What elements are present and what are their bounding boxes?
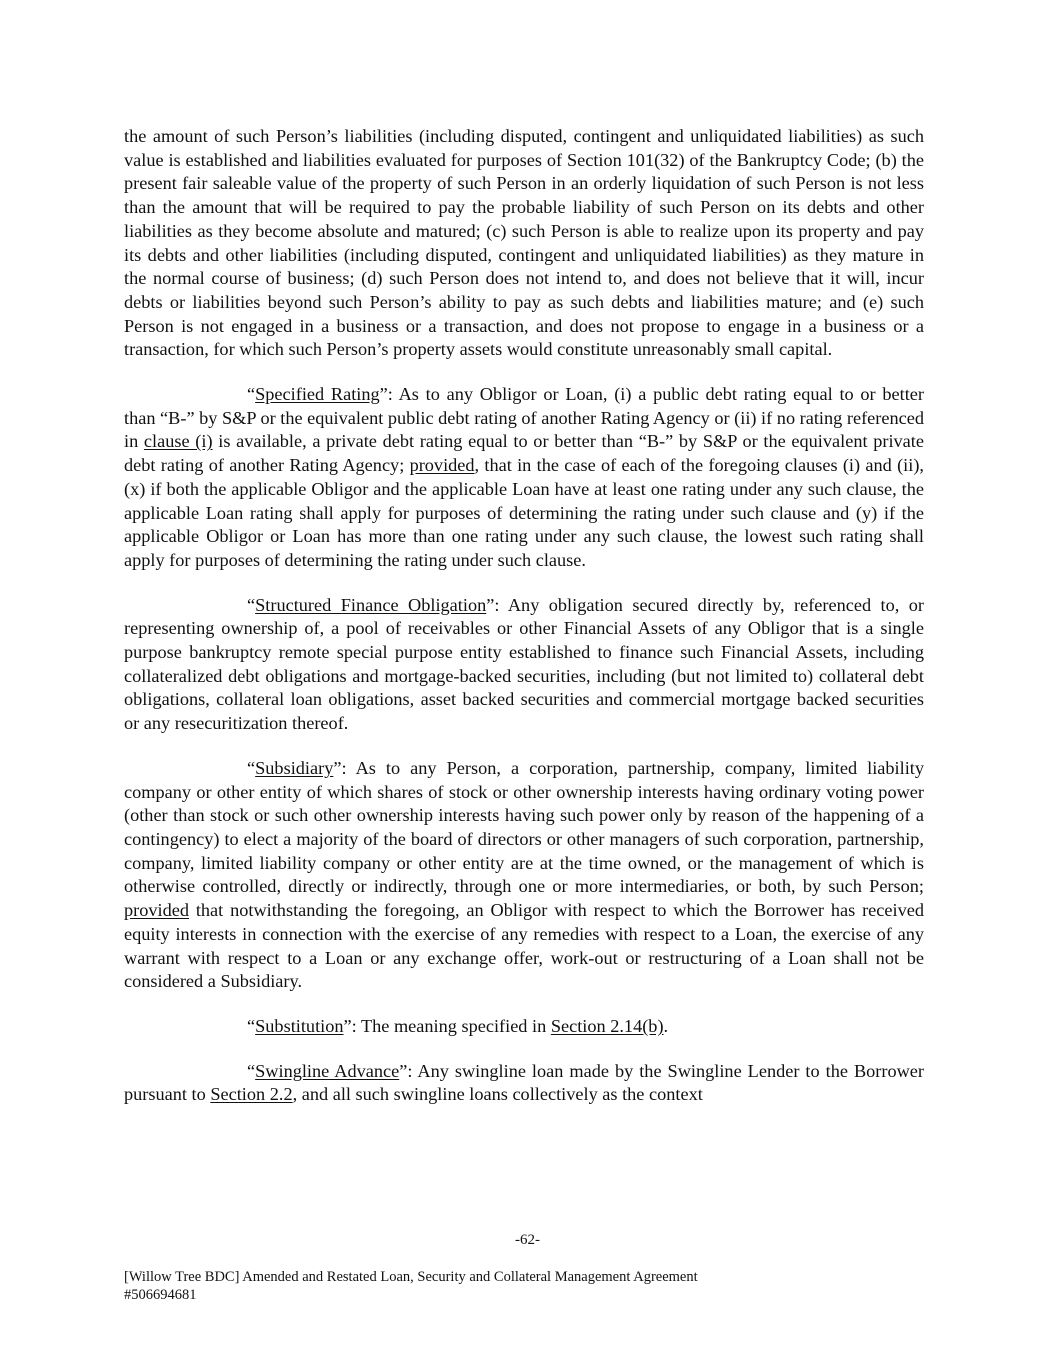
open-quote: “ [247, 1015, 256, 1036]
defined-term: Specified Rating [255, 384, 380, 405]
footer-title: [Willow Tree BDC] Amended and Restated Loan, Security and Collateral Management Agreement [124, 1269, 698, 1285]
definition-text: , and all such swingline loans collectively as the context [292, 1084, 703, 1105]
definition-specified-rating [124, 383, 924, 573]
definition-text: ”: Any obligation secured directly by, referenced to, or representing ownership of, a pool of receivables or other Financial Assets of any Obligor that is a single purpose bankruptcy remote special purpose entity established to finance such Financial Assets, including collateralized debt obligations and mortgage-backed securities, including (but not limited to) collateral debt obligations, collateral loan obligations, asset backed securities and commercial mortgage backed securities or any resecuritization thereof. [124, 594, 925, 734]
proviso-term: provided [124, 900, 189, 921]
footer [124, 1268, 698, 1304]
defined-term: Subsidiary [255, 757, 334, 778]
proviso-term: provided [409, 455, 475, 476]
definition-text: that notwithstanding the foregoing, an Obligor with respect to which the Borrower has received equity interests in connection with the exercise of any remedies with respect to a Loan, the exercise of any warrant with respect to a Loan or any exchange offer, work-out or restructuring of a Loan shall not be considered a Subsidiary. [124, 900, 924, 992]
section-reference: Section 2.2 [210, 1084, 293, 1105]
definition-substitution [124, 1015, 924, 1039]
paragraph-continued [124, 125, 924, 362]
open-quote: “ [247, 757, 256, 778]
definition-text: ”: As to any Person, a corporation, partnership, company, limited liability company or other entity of which shares of stock or other ownership interests having ordinary voting power (other than stock or such other ownership interests having such power only by reason of the happening of a contingency) to elect a majority of the board of directors or other managers of such corporation, partnership, company, limited liability company or other entity are at the time owned, or the management of which is otherwise controlled, directly or indirectly, through one or more intermediaries, or both, by such Person; [124, 757, 924, 897]
definition-text: ”: The meaning specified in [343, 1015, 551, 1036]
definition-text: is available, a private debt rating equal to or better than “B-” by S&P or the equivalent private debt rating of another Rating Agency; [124, 431, 924, 476]
open-quote: “ [247, 384, 256, 405]
open-quote: “ [247, 1060, 256, 1081]
definition-subsidiary [124, 757, 924, 994]
open-quote: “ [247, 594, 256, 615]
definition-swingline-advance [124, 1060, 924, 1107]
defined-term: Substitution [255, 1015, 344, 1036]
continued-text: the amount of such Person’s liabilities (including disputed, contingent and unliquidated liabilities) as such value is established and liabilities evaluated for purposes of Section 101(32) of the Bankruptcy Code; (b) the present fair saleable value of the property of such Person in an orderly liquidation of such Person is not less than the amount that will be required to pay the probable liability of such Person on its debts and other liabilities as they become absolute and matured; (c) such Person is able to realize upon its property and pay its debts and other liabilities (including disputed, contingent and unliquidated liabilities) as they mature in the normal course of business; (d) such Person does not intend to, and does not believe that it will, incur debts or liabilities beyond such Person’s ability to pay as such debts and liabilities mature; and (e) such Person is not engaged in a business or a transaction, and does not propose to engage in a business or a transaction, for which such Person’s property assets would constitute unreasonably small capital. [124, 126, 924, 360]
definition-text: , that in the case of each of the foregoing clauses (i) and (ii), (x) if both the applicable Obligor and the applicable Loan have at least one rating under any such clause, the applicable Loan rating shall apply for purposes of determining the rating under such clause and (y) if the applicable Obligor or Loan has more than one rating under any such clause, the lowest such rating shall apply for purposes of determining the rating under such clause. [124, 455, 924, 570]
page-number: -62- [515, 1232, 540, 1248]
body-text [124, 125, 924, 1128]
definition-structured-finance-obligation [124, 594, 924, 736]
footer-doc-id: #506694681 [124, 1287, 197, 1303]
defined-term: Swingline Advance [255, 1060, 400, 1081]
defined-term: Structured Finance Obligation [255, 594, 487, 615]
section-reference: Section 2.14(b) [550, 1015, 664, 1036]
clause-reference: clause (i) [143, 431, 213, 452]
definition-text: ”: As to any Obligor or Loan, (i) a public debt rating equal to or better than “B-” by S&P or the equivalent public debt rating of another Rating Agency or (ii) if no rating referenced in [124, 384, 924, 452]
definition-text: ”: Any swingline loan made by the Swingline Lender to the Borrower pursuant to [124, 1060, 924, 1105]
definition-text: . [663, 1015, 669, 1036]
